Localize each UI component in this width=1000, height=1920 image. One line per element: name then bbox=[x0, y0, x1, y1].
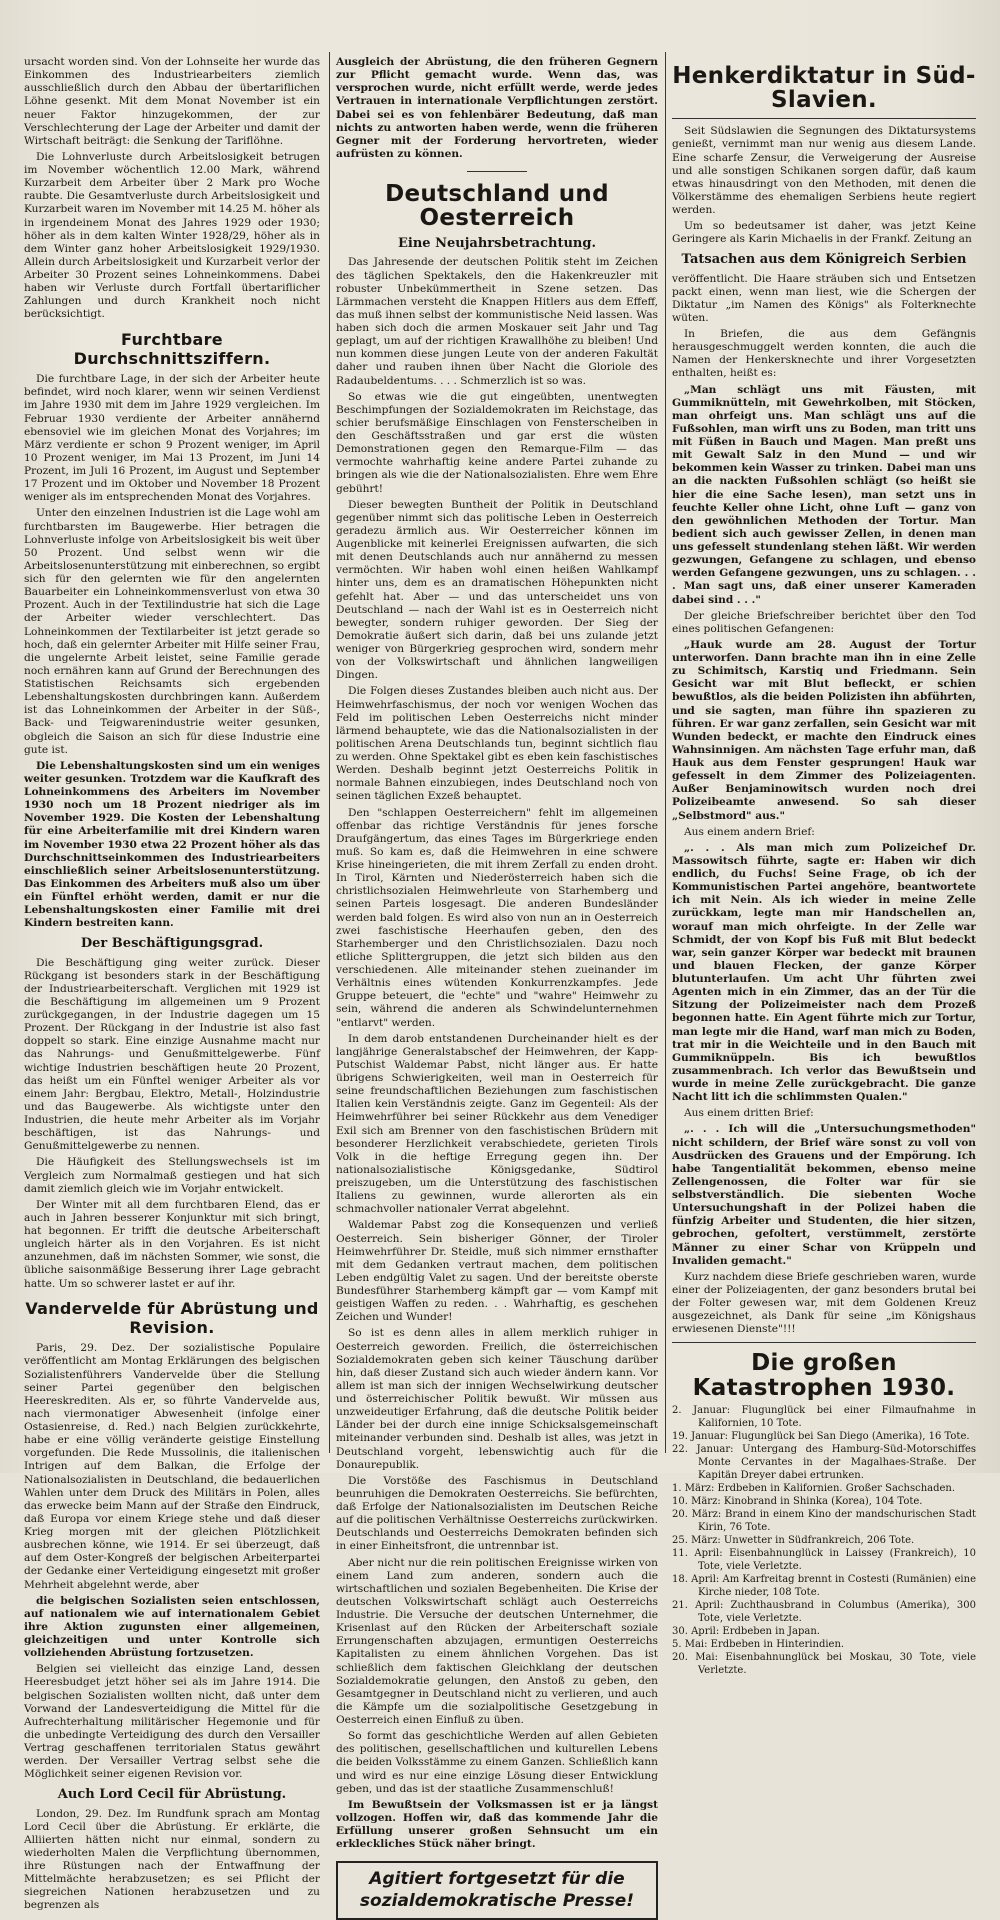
heading-lord-cecil: Auch Lord Cecil für Abrüstung. bbox=[57, 1787, 287, 1803]
list-item: 30. April: Erdbeben in Japan. bbox=[672, 1625, 820, 1637]
article-paragraph: So formt das geschichtliche Werden auf allen Gebieten des politischen, gesellschaftlichen und kulturellen Lebens die beiden Volksstämme zu einem Ganzen. Schließlich kann und wird es nur eine einzige Lösung dieser Entwicklung geben, und das ist der staatliche Zusammenschluß! bbox=[336, 1730, 658, 1795]
quote-paragraph: „. . . Als man mich zum Polizeichef Dr. Massowitsch führte, sagte er: Haben wir dich endlich, du Fuchs! Seine Frage, ob ich der Kommunistischen Partei angehöre, beantwortete ich mit Nein. Als ich wieder in meine Zelle zurückkam, legte man mir Handschellen an, worauf man mich ohrfeigte. In der Zelle war Schmidt, der von Kopf bis Fuß mit Blut bedeckt war, sein ganzer Körper war bedeckt mit braunen und blauen Flecken, der ganze Körper blutunterlaufen. Um acht Uhr führten zwei Agenten mich in ein Zimmer, das an der Tür die Sitzung der Polizeimeister nach dem Prozeß begonnen hatte. Ein Agent führte mich zur Tortur, man legte mir die Hand, warf man mich zu Boden, trat mir in die Weichteile und in den Bauch mit Gummiknüppeln. Bis ich bewußtlos zusammenbrach. Ich verlor das Bewußtsein und wurde in meine Zelle zurückgebracht. Die ganze Nacht litt ich die schlimmsten Qualen." bbox=[672, 841, 976, 1104]
list-item: 1. März: Erdbeben in Kalifornien. Großer Sachschaden. bbox=[672, 1482, 956, 1494]
article-paragraph: Aus einem andern Brief: bbox=[684, 825, 815, 838]
article-paragraph: Der gleiche Briefschreiber berichtet über den Tod eines politischen Gefangenen: bbox=[672, 609, 976, 635]
subheading-tatsachen-serbien: Tatsachen aus dem Königreich Serbien bbox=[681, 252, 967, 268]
article-paragraph: Der Winter mit all dem furchtbaren Elend, das er auch in Jahren besserer Konjunktur mit sich bringt, hat begonnen. Er trifft die deutsche Arbeiterschaft ungleich härter als in den Vorjahren. Es ist nicht anzunehmen, daß im nächsten Sommer, wie sonst, die übliche saisonmäßige Besserung ihrer Lage gebracht hatte. Um so schwerer lastet er auf ihr. bbox=[24, 1198, 320, 1290]
list-item: 18. April: Am Karfreitag brennt in Costesti (Rumänien) eine Kirche nieder, 108 Tote. bbox=[672, 1573, 976, 1598]
heading-durchschnittsziffern: Furchtbare Durchschnittsziffern. bbox=[73, 329, 271, 369]
catastrophe-list bbox=[672, 1404, 976, 1677]
article-paragraph: Die Häufigkeit des Stellungswechsels ist im Vergleich zum Normalmaß gestiegen und hat sich damit ziemlich gleich wie im Vorjahr entwickelt. bbox=[24, 1156, 320, 1195]
list-item: 21. April: Zuchthausbrand in Columbus (Amerika), 300 Tote, viele Verletzte. bbox=[672, 1599, 976, 1624]
list-item: 2. Januar: Flugunglück bei einer Filmaufnahme in Kalifornien, 10 Tote. bbox=[672, 1404, 976, 1429]
article-paragraph: Belgien sei vielleicht das einzige Land, dessen Heeresbudget jetzt höher sei als im Jahre 1914. Die belgischen Sozialisten wollten nicht, daß unter dem Vorwand der Landesverteidigung die Mittel für die Aufrechterhaltung militärischer Hegemonie und für die unbedingte Verteidigung des durch den Versailler Vertrag geschaffenen territorialen Status gewährt werden. Der Versailler Vertrag selbst sehe die Möglichkeit seiner eigenen Revision vor. bbox=[24, 1663, 320, 1781]
list-item: 20. Mai: Eisenbahnunglück bei Moskau, 30 Tote, viele Verletzte. bbox=[672, 1651, 976, 1676]
article-paragraph: Unter den einzelnen Industrien ist die Lage wohl am furchtbarsten im Baugewerbe. Hier betragen die Lohnverluste infolge von Arbeitslosigkeit bis weit über 50 Prozent. Und selbst wenn wir die Arbeitslosenunterstützung mit einberechnen, so ergibt sich für den gelernten wie für den angelernten Bauarbeiter ein Lohneinkommensverlust von etwa 30 Prozent. Auch in der Textilindustrie hat sich die Lage der Arbeiter wieder verschlechtert. Das Lohneinkommen der Textilarbeiter ist jetzt gerade so hoch, daß ein gelernter Arbeiter mit Hilfe seiner Frau, die ungelernte Arbeit leistet, seine Familie gerade noch ernähren kann auf Grund der Berechnungen des Statistischen Reichsamts sich ergebenden Lebenshaltungskosten durchbringen kann. Außerdem ist das Lohneinkommen der Arbeiter in der Süß-, Back- und Teigwarenindustrie weiter gesunken, obgleich die Saison an sich für diese Industrie eine gute ist. bbox=[24, 507, 320, 756]
article-paragraph: Das Jahresende der deutschen Politik steht im Zeichen des täglichen Spektakels, den die Hakenkreuzler mit robuster Unbekümmertheit in Szene setzen. Das Lärmmachen versteht die Knappen Hitlers aus dem Effeff, das muß ihnen selbst der kommunistische Neid lassen. Was haben sich doch die armen Moskauer seit Jahr und Tag geplagt, um auf der richtigen Krawallhöhe zu bleiben! Und nun kommen diese jungen Leute von der anderen Fakultät daher und rauben ihnen über Nacht die Gloriole des Radaubeldentums. . . . Schmerzlich ist so was. bbox=[336, 256, 658, 387]
column-left bbox=[24, 56, 320, 1912]
article-paragraph: Paris, 29. Dez. Der sozialistische Populaire veröffentlicht am Montag Erklärungen des belgischen Sozialistenführers Vandervelde über die Stellung seiner Partei gegenüber den belgischen Heereskrediten. Als er, so führte Vandervelde aus, nach viermonatiger Abwesenheit (infolge einer Ostasienreise, d. Red.) nach Belgien zurückkehrte, habe er eine völlig veränderte geistige Einstellung vorgefunden. Die Rede Mussolinis, die italienischen Intrigen auf dem Balkan, die Erfolge der Nationalsozialisten in Deutschland, die bedauerlichen Wahlen unter dem Druck des Militärs in Polen, alles das erwecke beim Mann auf der Straße den Eindruck, daß Europa vor einem Kriege stehe und daß dieser Krieg morgen mit der gleichen Plötzlichkeit ausbrechen könne, wie 1914. Er sei überzeugt, daß auf dem Oster-Kongreß der belgischen Arbeiterpartei der Gedanke einer Verteidigung eingesetzt mit großer Mehrheit abgelehnt werde, aber bbox=[24, 1342, 320, 1591]
heading-katastrophen: Die großen Katastrophen 1930. bbox=[692, 1350, 956, 1401]
article-paragraph: Die Beschäftigung ging weiter zurück. Dieser Rückgang ist besonders stark in der Beschäftigung der Industriearbeiterschaft. Verglichen mit 1929 ist die Beschäftigung im allgemeinen um 9 Prozent zurückgegangen, in der Industrie dagegen um 15 Prozent. Der Rückgang in der Industrie ist also fast doppelt so stark. Eine einzige Ausnahme macht nur das Nahrungs- und Genußmittelgewerbe. Fünf wichtige Industrien beschäftigen heute 20 Prozent, das heißt um ein Fünftel weniger Arbeiter als vor einem Jahr: Bergbau, Elektro, Metall-, Holzindustrie und das Baugewerbe. Als wichtigste unter den Industrien, die heute mehr Arbeiter als im Vorjahr beschäftigen, ist das Nahrungs- und Genußmittelgewerbe zu nennen. bbox=[24, 956, 320, 1153]
list-item: 22. Januar: Untergang des Hamburg-Süd-Motorschiffes Monte Cervantes in der Magalhaes-Straße. Der Kapitän Dreyer dabei ertrunken. bbox=[672, 1443, 976, 1481]
list-item: 5. Mai: Erdbeben in Hinterindien. bbox=[672, 1638, 845, 1650]
heading-beschaeftigungsgrad: Der Beschäftigungsgrad. bbox=[80, 936, 264, 952]
article-paragraph: Um so bedeutsamer ist daher, was jetzt Keine Geringere als Karin Michaelis in der Frankf. Zeitung an bbox=[672, 220, 976, 246]
list-item: 11. April: Eisenbahnunglück in Laissey (Frankreich), 10 Tote, viele Verletzte. bbox=[672, 1547, 976, 1572]
article-paragraph: veröffentlicht. Die Haare sträuben sich und Entsetzen packt einen, wenn man liest, wie die Schergen der Diktatur „im Namen des Königs" als Folterknechte wüten. bbox=[672, 272, 976, 324]
list-item: 10. März: Kinobrand in Shinka (Korea), 104 Tote. bbox=[672, 1495, 923, 1507]
column-rule bbox=[665, 52, 666, 1453]
article-paragraph: Dieser bewegten Buntheit der Politik in Deutschland gegenüber nimmt sich das politische Leben in Oesterreich geradezu ärmlich aus. Wir Oesterreicher können im Augenblicke mit keinerlei Ereignissen aufwarten, die sich mit denen Deutschlands auch nur annähernd zu messen vermöchten. Wir haben wohl einen heißen Wahlkampf hinter uns, dem es an dramatischen Höhepunkten nicht gefehlt hat. Aber — und das unterscheidet uns von Deutschland — nach der Wahl ist es in Oesterreich nicht bewegter, sondern ruhiger geworden. Der Sieg der Demokratie äußert sich darin, daß bei uns zulande jetzt weniger von Bürgerkrieg gesprochen wird, sondern mehr von der Volkswirtschaft und ähnlichen langweiligen Dingen. bbox=[336, 498, 658, 682]
article-paragraph: Aber nicht nur die rein politischen Ereignisse wirken von einem Land zum anderen, sondern auch die wirtschaftlichen und sozialen Begebenheiten. Die Krise der deutschen Volkswirtschaft schlägt auch Oesterreichs Industrie. Die Versuche der deutschen Unternehmer, die Krisenlast auf den Rücken der Arbeiterschaft soziale Errungenschaften abzujagen, ermuntigen Oesterreichs Kapitalisten zu einem ähnlichen Vorgehen. Das ist schließlich dem faktischen Gleichklang der deutschen Sozialdemokratie gelungen, den Anstoß zu geben, den Gesamtgegner in Deutschland nicht zu verlieren, und auch die Kämpfe um die sozialpolitische Gesetzgebung in Oesterreich einen Einfluß zu üben. bbox=[336, 1556, 658, 1727]
article-paragraph: In Briefen, die aus dem Gefängnis herausgeschmuggelt werden konnten, die auch die Namen der Henkersknechte und ihrer Vorgesetzten enthalten, heißt es: bbox=[672, 328, 976, 380]
article-paragraph: die belgischen Sozialisten seien entschlossen, auf nationalem wie auf internationalem Gebiet ihre Aktion zugunsten einer allgemeinen, gleichzeitigen und unter Kontrolle sich vollziehenden Abrüstung fortzusetzen. bbox=[24, 1594, 320, 1660]
article-paragraph: London, 29. Dez. Im Rundfunk sprach am Montag Lord Cecil über die Abrüstung. Er erklärte, die Alliierten hätten nicht nur einmal, sondern zu wiederholten Malen die Verpflichtung übernommen, ihre Rüstungen nach der Entwaffnung der Mittelmächte herabzusetzen; es sei Pflicht der siegreichen Nationen herabzusetzen und zu begrenzen als bbox=[24, 1807, 320, 1912]
article-paragraph: Im Bewußtsein der Volksmassen ist er ja längst vollzogen. Hoffen wir, daß das kommende Jahr die Erfüllung unserer großen Sehnsucht um ein erkleckliches Stück näher bringt. bbox=[336, 1798, 658, 1851]
divider bbox=[672, 118, 976, 119]
article-paragraph: So etwas wie die gut eingeübten, unentwegten Beschimpfungen der Sozialdemokraten im Reichstage, das schier berufsmäßige Einschlagen von Fensterscheiben in den Geschäftsstraßen und gar erst die wüsten Demonstrationen gegen den Remarque-Film — das vermochte wahrhaftig keine andere Partei zuhande zu bringen als wie die der Nationalsozialisten. Ehre wem Ehre gebührt! bbox=[336, 390, 658, 495]
article-paragraph: So ist es denn alles in allem merklich ruhiger in Oesterreich geworden. Freilich, die österreichischen Sozialdemokraten geben sich keiner Täuschung darüber hin, daß dieser Zustand sich auch wieder ändern kann. Vor allem ist man sich der innigen Wechselwirkung deutscher und österreichischer Politik bewußt. Wir müssen aus unzweideutiger Erfahrung, daß die deutsche Politik beider Länder bei der durch eine innige Schicksalsgemeinschaft miteinander verbunden sind. Deshalb ist alles, was jetzt in Deutschland vorgeht, lebenswichtig auch für die Donaurepublik. bbox=[336, 1327, 658, 1471]
heading-deutschland-oesterreich: Deutschland und Oesterreich bbox=[385, 181, 609, 232]
quote-paragraph: „Man schlägt uns mit Fäusten, mit Gummiknütteln, mit Gewehrkolben, mit Stöcken, man ohrfeigt uns. Man schlägt uns auf die Fußsohlen, man wirft uns zu Boden, man tritt uns mit Füßen in Bauch und Magen. Man preßt uns mit Gewalt Salz in den Mund — und wir bekommen kein Wasser zu trinken. Dabei man uns an die nackten Fußsohlen schlägt (so heißt sie hier die eine Sache lesen), man setzt uns in feuchte Keller ohne Licht, ohne Luft — ganz von den gewöhnlichen Methoden der Tortur. Man bedient sich auch gewisser Zellen, in denen man uns gefesselt stundenlang stehen läßt. Wir werden gezwungen, Gefangene zu schlagen, und ebenso werden Gefangene gezwungen, uns zu schlagen. . . . Man sagt uns, daß einer unserer Kameraden dabei sind . . ." bbox=[672, 383, 976, 606]
subheading-neujahrsbetrachtung: Eine Neujahrsbetrachtung. bbox=[398, 236, 596, 252]
article-paragraph: Die Lohnverluste durch Arbeitslosigkeit betrugen im November wöchentlich 12.00 Mark, während Kurzarbeit dem Arbeiter über 2 Mark pro Woche raubte. Die Gesamtverluste durch Arbeitslosigkeit und Kurzarbeit waren im November mit 14.25 M. höher als in irgendeinem Monat des Jahres 1929 oder 1930; höher als in dem kalten Winter 1928/29, höher als in dem Winter ganz hoher Arbeitslosigkeit 1929/1930. Allein durch Arbeitslosigkeit und Kurzarbeit verlor der Arbeiter 30 Prozent seines Lohneinkommens. Dabei haben wir Verluste durch Fortfall übertariflicher Zahlungen und durch Krankheit noch nicht berücksichtigt. bbox=[24, 150, 320, 321]
article-paragraph: Die Folgen dieses Zustandes bleiben auch nicht aus. Der Heimwehrfaschismus, der noch vor wenigen Wochen das Feld im politischen Leben Oesterreichs nicht minder lärmend behauptete, wie das die Nationalsozialisten in der politischen Arena Deutschlands tun, beginnt sichtlich flau zu werden. Ohne Spektakel gibt es eben kein faschistisches Werden. Deshalb beginnt jetzt Oesterreichs Politik in normale Bahnen einzubiegen, indes Deutschland noch von seinen täglichen Exzeß behauptet. bbox=[336, 685, 658, 803]
quote-paragraph: „. . . Ich will die „Untersuchungsmethoden" nicht schildern, der Brief wäre sonst zu voll von Ausdrücken des Grauens und der Empörung. Ich habe Tangentialität bekommen, ebenso meine Zellengenossen, die Folter war für sie selbstverständlich. Die siebenten Woche Untersuchungshaft in der Polizei haben die fünfzig Arbeiter und Studenten, die hier sitzen, gebrochen, gefoltert, verstümmelt, zerstörte Männer zu einer Schar von Krüppeln und Invaliden gemacht." bbox=[672, 1123, 976, 1267]
article-paragraph: In dem darob entstandenen Durcheinander hielt es der langjährige Generalstabschef der Heimwehren, der Kapp-Putschist Waldemar Pabst, nicht länger aus. Er hatte übrigens Schwierigkeiten, weil man in Oesterreich für seine freundschaftlichen Beziehungen zum faschistischen Italien kein Verständnis zeigte. Ganz im Gegenteil: Als der Heimwehrführer bei seiner Rückkehr aus dem Venediger Exil sich am Brenner von den faschistischen Brüdern mit besonderer Herzlichkeit verabschiedete, gerieten Tirols Volk in die heftige Erregung gegen ihn. Der nationalsozialistische Königsgedanke, Südtirol preiszugeben, um die Unterstützung des faschistischen Italiens zu gewinnen, wurde allerorten als ein schmachvoller nationaler Verrat abgelehnt. bbox=[336, 1032, 658, 1216]
heading-henkerdiktatur: Henkerdiktatur in Süd-Slavien. bbox=[672, 63, 976, 114]
column-rule bbox=[329, 52, 330, 1453]
heading-vandervelde: Vandervelde für Abrüstung und Revision. bbox=[25, 1298, 319, 1338]
article-paragraph: Ausgleich der Abrüstung, die den früheren Gegnern zur Pflicht gemacht wurde. Wenn das, was versprochen wurde, nicht erfüllt werde, werde jedes Vertrauen in internationale Verpflichtungen zerstört. Dabei sei es von fehlenbärer Bedeutung, daß man nichts zu antworten haben werde, wenn die früheren Gegner mit der Forderung hervortreten, wieder aufrüsten zu können. bbox=[336, 56, 658, 160]
article-paragraph: Die Lebenshaltungskosten sind um ein weniges weiter gesunken. Trotzdem war die Kaufkraft des Lohneinkommens des Arbeiters im November 1930 noch um 18 Prozent niedriger als im November 1929. Die Kosten der Lebenshaltung für eine Arbeiterfamilie mit drei Kindern waren im November 1930 etwa 22 Prozent höher als das Durchschnittseinkommen des Industriearbeiters einschließlich seiner Arbeitslosenunterstützung. Das Einkommen des Arbeiters muß also um über ein Fünftel erhöht werden, damit er nur die Lebenshaltungskosten einer Familie mit drei Kindern bestreiten kann. bbox=[24, 759, 320, 930]
column-right bbox=[672, 56, 976, 1676]
article-paragraph: Aus einem dritten Brief: bbox=[684, 1107, 814, 1120]
article-paragraph: Seit Südslawien die Segnungen des Diktatursystems genießt, vernimmt man nur wenig aus diesem Lande. Eine scharfe Zensur, die Verweigerung der Ausreise und alle sonstigen Schikanen sorgen dafür, daß kaum etwas hinausdringt von den Methoden, mit denen die Völkerstämme des ehemaligen Serbiens heute regiert werden. bbox=[672, 125, 976, 217]
article-paragraph: Waldemar Pabst zog die Konsequenzen und verließ Oesterreich. Sein bisheriger Gönner, der Tiroler Heimwehrführer Dr. Steidle, muß sich nimmer ernsthafter mit dem Gedanken vertraut machen, dem politischen Leben endgültig Valet zu sagen. Und der bereitste oberste Bundesführer Starhemberg kämpft gar — vom Kampf mit geistigen Waffen zu reden. . . Wahrhaftig, es geschehen Zeichen und Wunder! bbox=[336, 1219, 658, 1324]
divider bbox=[672, 1342, 976, 1343]
article-paragraph: Die furchtbare Lage, in der sich der Arbeiter heute befindet, wird noch klarer, wenn wir seinen Verdienst im Jahre 1930 mit dem im Jahre 1929 vergleichen. Im Februar 1930 verdiente der Arbeiter annähernd ebensoviel wie im gleichen Monat des Vorjahres; im März verdiente er schon 9 Prozent weniger, im April 10 Prozent weniger, im Mai 13 Prozent, im Juni 14 Prozent, im Juli 16 Prozent, im August und September 17 Prozent und im Oktober und November 18 Prozent weniger als im entsprechenden Monat des Vorjahres. bbox=[24, 373, 320, 504]
divider bbox=[467, 171, 527, 172]
list-item: 20. März: Brand in einem Kino der mandschurischen Stadt Kirin, 76 Tote. bbox=[672, 1508, 976, 1533]
article-paragraph: ursacht worden sind. Von der Lohnseite her wurde das Einkommen des Industriearbeiters ziemlich ausschließlich durch den Abbau der übertariflichen Löhne gesenkt. Mit dem Monat November ist ein neuer Faktor hinzugekommen, der zur Verschlechterung der Lage der Arbeiter und damit der Wirtschaft beiträgt: die Senkung der Tariflöhne. bbox=[24, 56, 320, 147]
list-item: 19. Januar: Flugunglück bei San Diego (Amerika), 16 Tote. bbox=[672, 1430, 970, 1442]
appeal-box: Agitiert fortgesetzt für die sozialdemokratische Presse! bbox=[336, 1861, 658, 1920]
quote-paragraph: „Hauk wurde am 28. August der Tortur unterworfen. Dann brachte man ihn in eine Zelle zu Schimitsch, Karstiq und Friedmann. Sein Gesicht war mit Blut befleckt, er schien bewußtlos, als die beiden Polizisten ihn abführten, und sie sagten, man führe ihn spazieren zu führen. Er war ganz zerfallen, sein Gesicht war mit Wunden bedeckt, er machte den Eindruck eines Wahnsinnigen. Am nächsten Tage erfuhr man, daß Hauk aus dem Fenster gesprungen! Hauk war gefesselt in dem Zimmer des Polizeiagenten. Außer Benjaminowitsch wurden noch drei Polizeibeamte anwesend. So sah dieser „Selbstmord" aus." bbox=[672, 638, 976, 822]
article-paragraph: Die Vorstöße des Faschismus in Deutschland beunruhigen die Demokraten Oesterreichs. Sie befürchten, daß Erfolge der Nationalsozialisten im Deutschen Reiche auf die politischen Verhältnisse Oesterreichs zurückwirken. Deutschlands und Oesterreichs Demokraten befinden sich in einer Einheitsfront, die untrennbar ist. bbox=[336, 1474, 658, 1553]
article-paragraph: Kurz nachdem diese Briefe geschrieben waren, wurde einer der Polizeiagenten, der ganz besonders brutal bei der Folter gewesen war, mit dem Goldenen Kreuz ausgezeichnet, als Dank für seine „im Königshaus erwiesenen Dienste"!!! bbox=[672, 1270, 976, 1336]
list-item: 25. März: Unwetter in Südfrankreich, 206 Tote. bbox=[672, 1534, 915, 1546]
column-middle bbox=[336, 56, 658, 1911]
article-paragraph: Den "schlappen Oesterreichern" fehlt im allgemeinen offenbar das richtige Verständnis für jenes forsche Draufgängertum, das eines Tages im Bürgerkriege enden muß. So kam es, daß die Heimwehren in eine schwere Krise hineingerieten, die mit ihrem Zerfall zu enden droht. In Tirol, Kärnten und Niederösterreich haben sich die christlichsozialen Heimwehrleute von Starhemberg und seinen Parteis losgesagt. Die anderen Bundesländer werden bald folgen. Es wird also von nun an in Oesterreich zwei faschistische Heerhaufen geben, den des Starhemberger und den Christlichsozialen. Dazu noch etliche Splittergruppen, die jetzt sich bilden aus den verschiedenen. Alle miteinander stehen zueinander im Verhältnis eines wütenden Konkurrenzkampfes. Jede Gruppe beteuert, die "echte" und "wahre" Heimwehr zu sein, während die anderen als Schwindelunternehmen "entlarvt" werden. bbox=[336, 806, 658, 1029]
